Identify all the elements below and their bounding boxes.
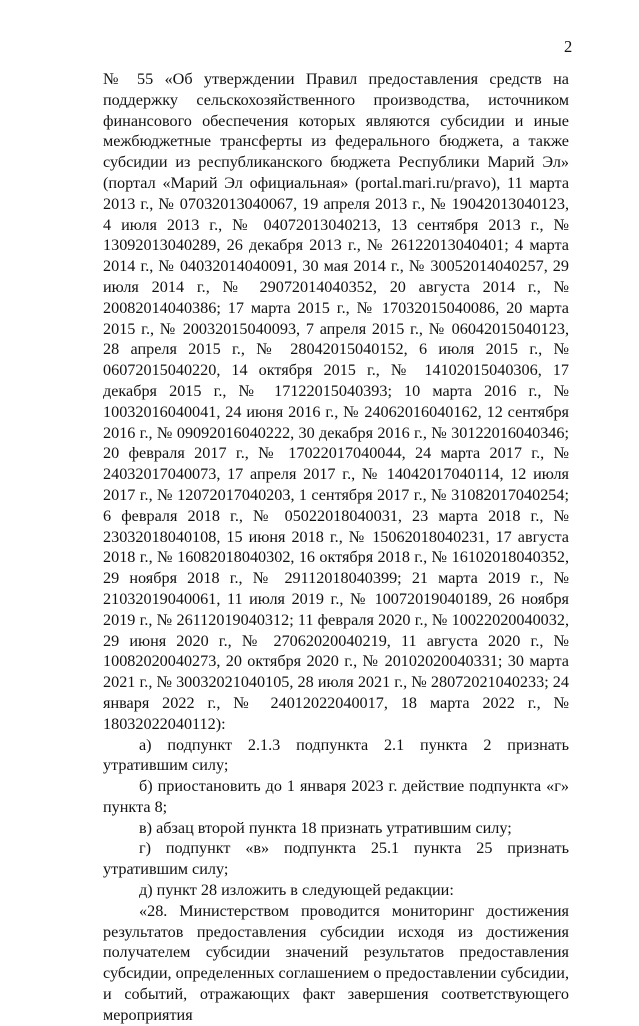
paragraph-item-d: д) пункт 28 изложить в следующей редакции: — [139, 881, 454, 900]
paragraph-item-a: а) подпункт 2.1.3 подпункта 2.1 пункта 2 признать утратившим силу; — [103, 735, 569, 775]
paragraph-item-v: в) абзац второй пункта 18 признать утратившим силу; — [139, 818, 512, 837]
paragraph-resolution-reference: № 55 «Об утверждении Правил предоставления средств на поддержку сельскохозяйственного производства, источником финансового обеспечения которых являются субсидии и иные межбюджетные трансферты из федерального бюджета, а также субсидии из республиканского бюджета Республики Марий Эл» (портал «Марий Эл официальная» (portal.mari.ru/pravo), 11 марта 2013 г., № 07032013040067, 19 апреля 2013 г., № 19042013040123, 4 июля 2013 г., № 04072013040213, 13 сентября 2013 г., № 13092013040289, 26 декабря 2013 г., № 26122013040401; 4 марта 2014 г., № 04032014040091, 30 мая 2014 г., № 30052014040257, 29 июля 2014 г., № 29072014040352, 20 августа 2014 г., № 20082014040386; 17 марта 2015 г., № 17032015040086, 20 марта 2015 г., № 20032015040093, 7 апреля 2015 г., № 06042015040123, 28 апреля 2015 г., № 28042015040152, 6 июля 2015 г., № 06072015040220, 14 октября 2015 г., № 14102015040306, 17 декабря 2015 г., № 17122015040393; 10 марта 2016 г., № 10032016040041, 24 июня 2016 г., № 24062016040162, 12 сентября 2016 г., № 09092016040222, 30 декабря 2016 г., № 30122016040346; 20 февраля 2017 г., № 17022017040044, 24 марта 2017 г., № 24032017040073, 17 апреля 2017 г., № 14042017040114, 12 июля 2017 г., № 12072017040203, 1 сентября 2017 г., № 31082017040254; 6 февраля 2018 г., № 05022018040031, 23 марта 2018 г., № 23032018040108, 15 июня 2018 г., № 15062018040231, 17 августа 2018 г., № 16082018040302, 16 октября 2018 г., № 16102018040352, 29 ноября 2018 г., № 29112018040399; 21 марта 2019 г., № 21032019040061, 11 июля 2019 г., № 10072019040189, 26 ноября 2019 г., № 26112019040312; 11 февраля 2020 г., № 10022020040032, 29 июня 2020 г., № 27062020040219, 11 августа 2020 г., № 10082020040273, 20 октября 2020 г., № 20102020040331; 30 марта 2021 г., № 30032021040105, 28 июля 2021 г., № 28072021040233; 24 января 2022 г., № 24012022040017, 18 марта 2022 г., № 18032022040112): — [103, 70, 569, 733]
paragraph-item-g: г) подпункт «в» подпункта 25.1 пункта 25 признать утратившим силу; — [103, 839, 569, 879]
document-body — [103, 69, 569, 1026]
paragraph-item-b: б) приостановить до 1 января 2023 г. действие подпункта «г» пункта 8; — [103, 777, 569, 816]
paragraph-point-28: «28. Министерством проводится мониторинг достижения результатов предоставления субсидии исходя из достижения получателем субсидии значений результатов предоставления субсидии, определенных соглашением о предоставлении субсидии, и событий, отражающих факт завершения соответствующего мероприятия — [103, 901, 569, 1024]
page-number: 2 — [564, 37, 573, 56]
